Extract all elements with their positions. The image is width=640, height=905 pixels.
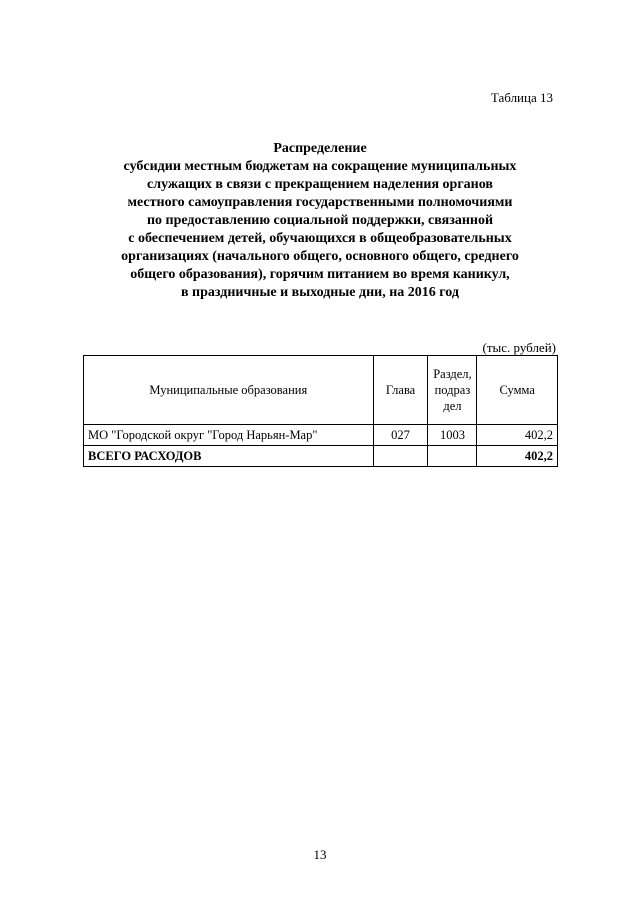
cell-razdel: 1003 [428,425,477,446]
cell-summa: 402,2 [477,425,558,446]
header-razdel-line: Раздел, [433,367,472,381]
table-row [84,425,558,446]
title-line: в праздничные и выходные дни, на 2016 год [181,285,459,300]
title-line: организациях (начального общего, основного общего, среднего [121,249,519,264]
title-line: общего образования), горячим питанием во время каникул, [130,267,510,282]
header-razdel [428,356,477,425]
table-header-row [84,356,558,425]
document-title [0,140,640,302]
header-municipalities: Муниципальные образования [84,356,374,425]
header-summa: Сумма [477,356,558,425]
header-razdel-line: подраз [434,383,471,397]
table-number-label: Таблица 13 [490,90,553,105]
title-line: с обеспечением детей, обучающихся в общеобразовательных [128,231,512,246]
table-total-row [84,446,558,467]
title-line: по предоставлению социальной поддержки, связанной [146,213,494,228]
header-glava: Глава [373,356,428,425]
total-label: ВСЕГО РАСХОДОВ [84,446,374,467]
total-summa: 402,2 [477,446,558,467]
title-line: субсидии местным бюджетам на сокращение муниципальных [123,159,517,174]
page-number: 13 [313,847,327,862]
total-glava-empty [373,446,428,467]
distribution-table [83,355,558,467]
cell-municipality: МО "Городской округ "Город Нарьян-Мар" [84,425,374,446]
cell-glava: 027 [373,425,428,446]
title-line: служащих в связи с прекращением наделения органов [147,177,493,192]
title-line: местного самоуправления государственными полномочиями [127,195,513,210]
units-label: (тыс. рублей) [482,340,556,355]
title-line: Распределение [273,141,367,156]
header-razdel-line: дел [443,399,462,413]
total-razdel-empty [428,446,477,467]
